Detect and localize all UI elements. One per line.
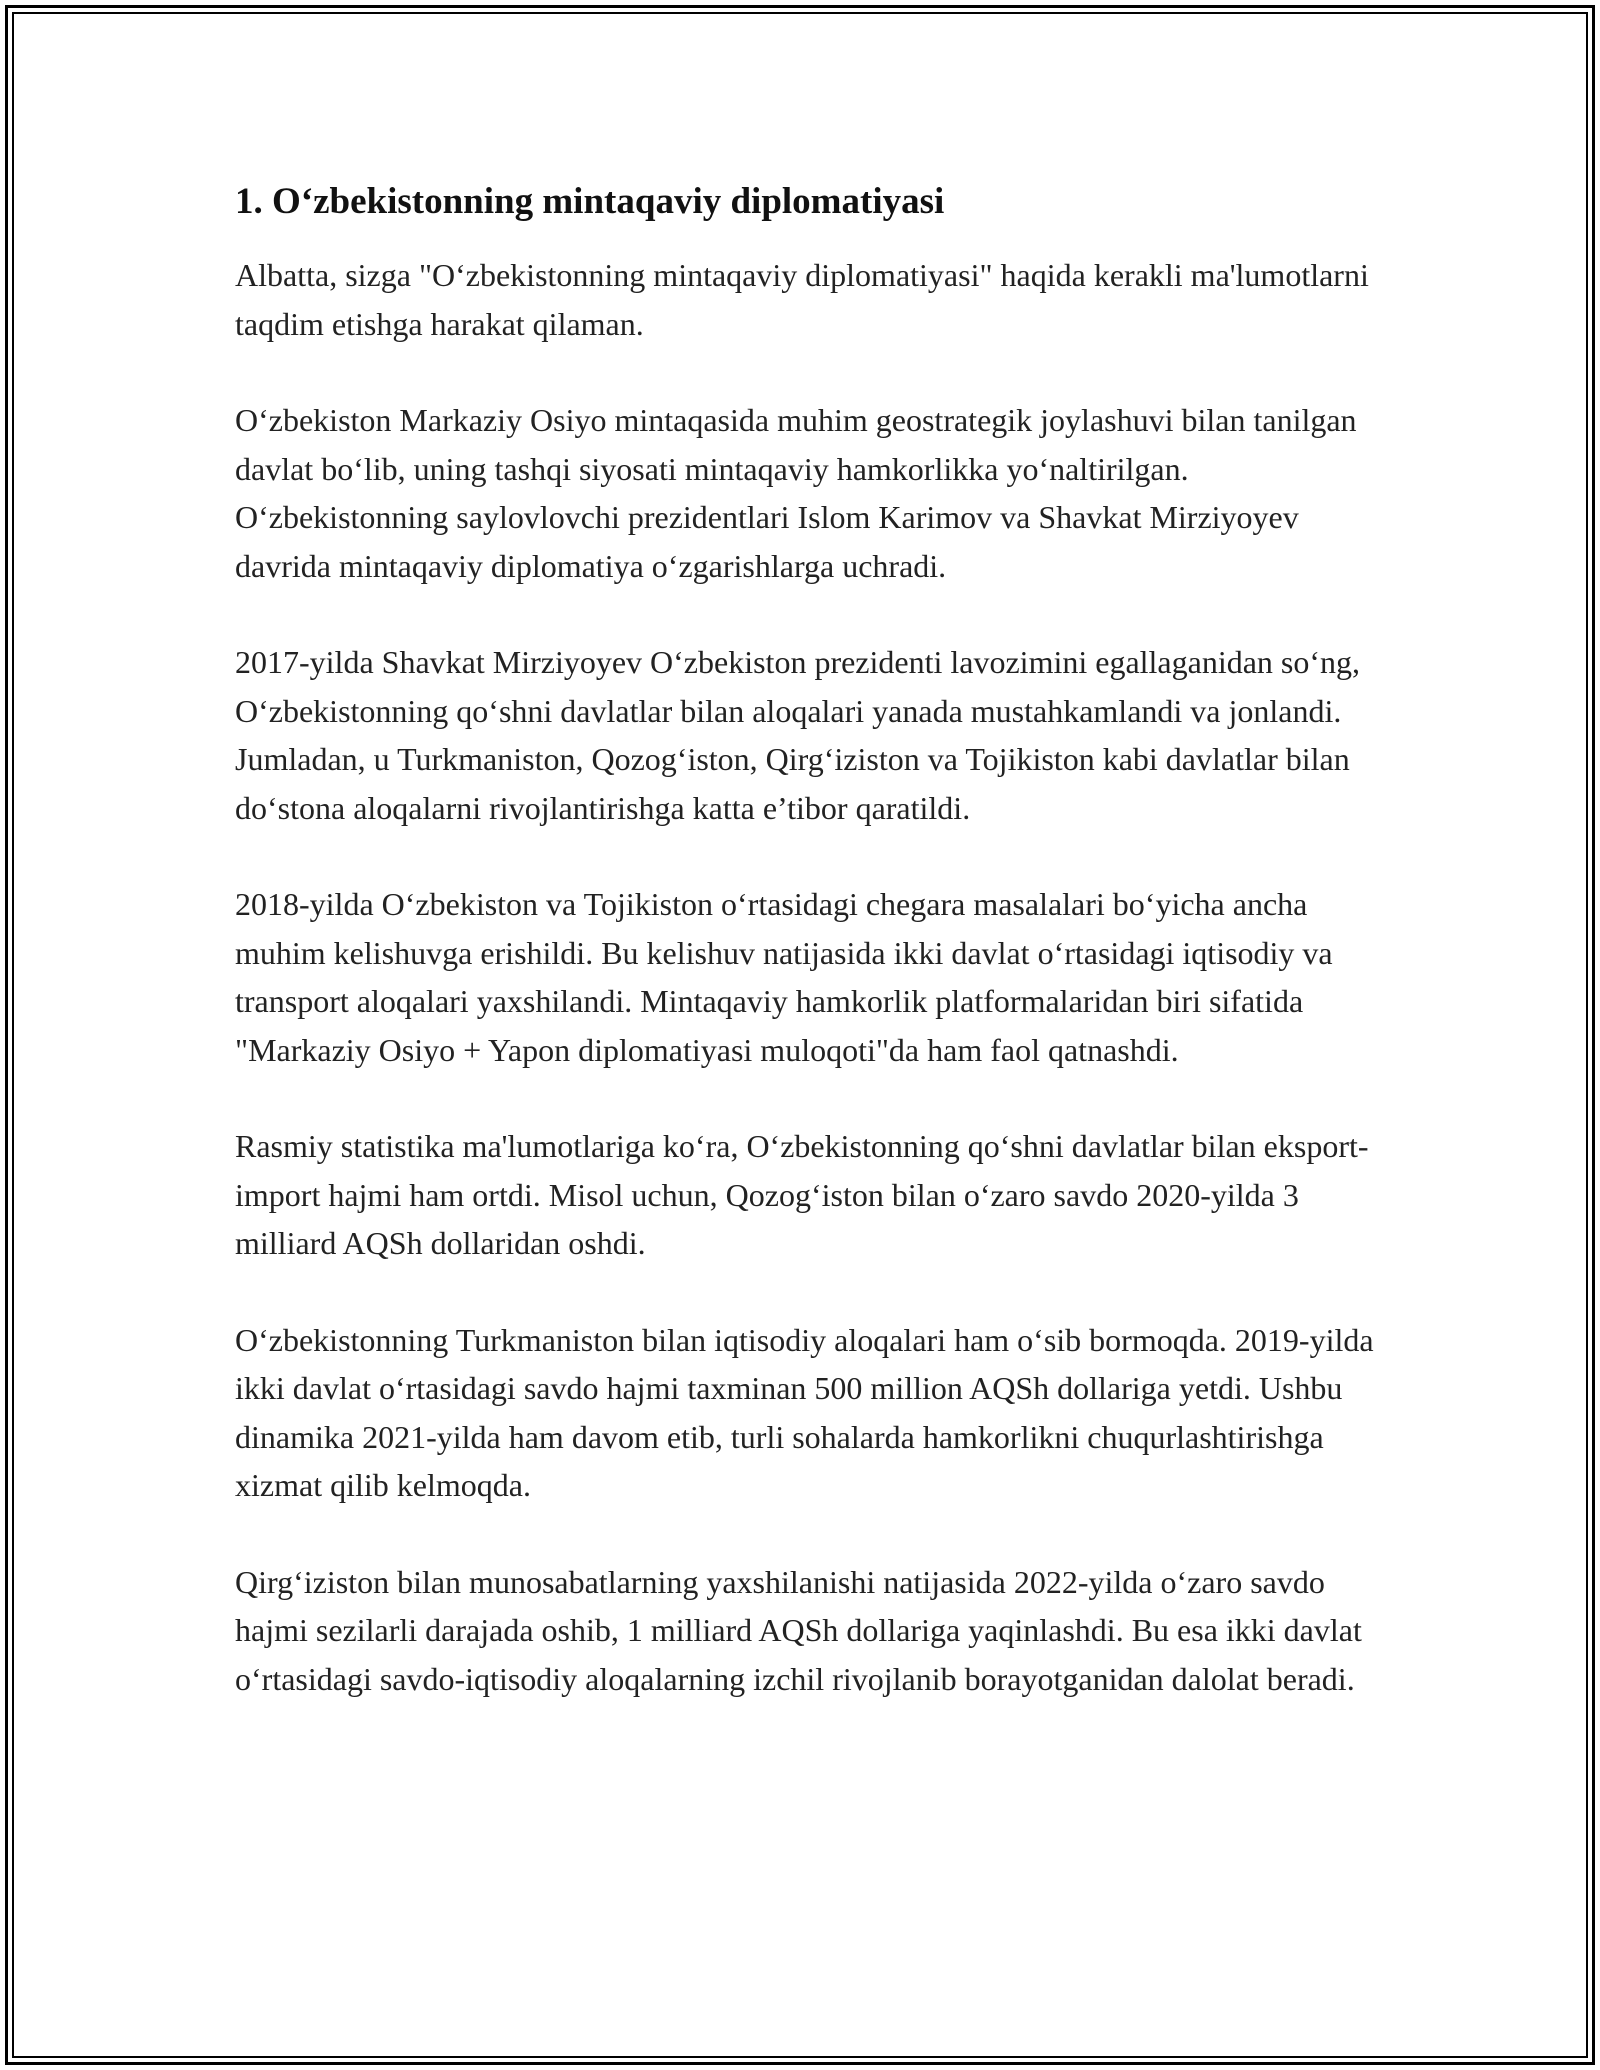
paragraph-turkmenistan: O‘zbekistonning Turkmaniston bilan iqtisodiy aloqalari ham o‘sib bormoqda. 2019-yilda ikki davlat o‘rtasidagi savdo hajmi taxminan 500 million AQSh dollariga yetdi. Ushbu dinamika 2021-yilda ham davom etib, turli sohalarda hamkorlikni chuqurlashtirishga xizmat qilib kelmoqda. <box>235 1321 1374 1504</box>
paragraph-2017-relations: 2017-yilda Shavkat Mirziyoyev O‘zbekiston prezidenti lavozimini egallaganidan so‘ng, O‘zbekistonning qo‘shni davlatlar bilan aloqalari yanada mustahkamlandi va jonlandi. Jumladan, u Turkmaniston, Qozog‘iston, Qirg‘iziston va Tojikiston kabi davlatlar bilan do‘stona aloqalarni rivojlantirishga katta e’tibor qaratildi. <box>235 644 1361 826</box>
paragraph-intro: Albatta, sizga "O‘zbekistonning mintaqaviy diplomatiyasi" haqida kerakli ma'lumotlarni taqdim etishga harakat qilaman. <box>235 257 1369 342</box>
paragraph-trade-statistics: Rasmiy statistika ma'lumotlariga ko‘ra, O‘zbekistonning qo‘shni davlatlar bilan eksport-import hajmi ham ortdi. Misol uchun, Qozog‘iston bilan o‘zaro savdo 2020-yilda 3 milliard AQSh dollaridan oshdi. <box>235 1128 1369 1262</box>
paragraph-2018-tajikistan: 2018-yilda O‘zbekiston va Tojikiston o‘rtasidagi chegara masalalari bo‘yicha ancha muhim kelishuvga erishildi. Bu kelishuv natijasida ikki davlat o‘rtasidagi iqtisodiy va transport aloqalari yaxshilandi. Mintaqaviy hamkorlik platformalaridan biri sifatida "Markaziy Osiyo + Yapon diplomatiyasi muloqoti"da ham faol qatnashdi. <box>235 886 1333 1068</box>
paragraph-kyrgyzstan: Qirg‘iziston bilan munosabatlarning yaxshilanishi natijasida 2022-yilda o‘zaro savdo hajmi sezilarli darajada oshib, 1 milliard AQSh dollariga yaqinlashdi. Bu esa ikki davlat o‘rtasidagi savdo-iqtisodiy aloqalarning izchil rivojlanib borayotganidan dalolat beradi. <box>235 1563 1362 1697</box>
document-title: 1. O‘zbekistonning mintaqaviy diplomatiyasi <box>235 181 945 222</box>
paragraph-geostrategic-position: O‘zbekiston Markaziy Osiyo mintaqasida muhim geostrategik joylashuvi bilan tanilgan davlat bo‘lib, uning tashqi siyosati mintaqaviy hamkorlikka yo‘naltirilgan. O‘zbekistonning saylovlovchi prezidentlari Islom Karimov va Shavkat Mirziyoyev davrida mintaqaviy diplomatiya o‘zgarishlarga uchradi. <box>235 402 1357 584</box>
document-body <box>235 178 1375 1751</box>
